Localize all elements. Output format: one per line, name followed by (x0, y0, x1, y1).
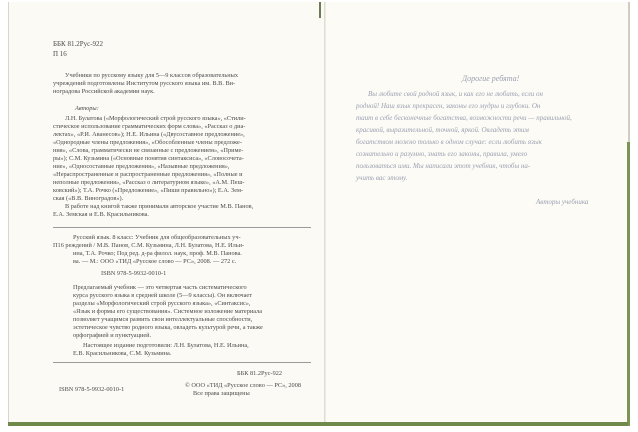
description-line-5: позволяет учащимся развить свои интеллектуальные способности, (73, 316, 253, 323)
catalog-line-1: Русский язык. 8 класс: Учебник для общеобразовательных уч- (73, 234, 241, 241)
page-edge-green (627, 142, 630, 426)
authors-line-13: Е.А. Земская и Е.В. Красильникова. (53, 211, 149, 218)
body-line-1: Вы любите свой родной язык, и как его не любить, если он (368, 90, 543, 98)
copyright: © ООО «ТИД «Русское слово — РС», 2008 (185, 382, 301, 389)
description-line-7: орфографией и пунктуацией. (73, 332, 152, 339)
bbk-code-bottom: ББК 81.2Рус-922 (237, 370, 283, 377)
description-line-4: «Язык и формы его существования». Системное изложение материала (73, 308, 263, 315)
body-line-3: таит в себе бесконечные богатства, возможности речи — правильной, (356, 114, 572, 122)
catalog-line-4: ва. — М.: ООО «ТИД «Русское слово — РС», 2008. — 272 с. (73, 258, 237, 265)
authors-line-4: «Однородные члены предложения», «Обособленные члены предложе- (53, 139, 242, 146)
body-line-2: родной! Наш язык прекрасен, законы его мудры и глубоки. Он (356, 102, 541, 110)
authors-line-2: стическое использование грамматических форм слова», «Рассказ о диа- (53, 123, 246, 130)
body-line-4: красивой, выразительной, точной, яркой. Овладеть этим (356, 126, 529, 134)
body-line-7: пользоваться ими. Мы написали этот учебник, чтобы на- (356, 162, 531, 170)
greeting: Дорогие ребята! (462, 74, 520, 83)
body-line-5: богатством можно только в одном случае: если любить язык (356, 138, 542, 146)
intro-line-1: Учебники по русскому языку для 5—9 классов образовательных (65, 72, 239, 79)
description-line-1: Предлагаемый учебник — это четвертая часть систематического (73, 284, 247, 291)
isbn-catalog: ISBN 978-5-9932-0010-1 (101, 270, 167, 277)
book-spread (8, 2, 628, 426)
right-page (326, 2, 630, 426)
authors-label: Авторы: (75, 105, 99, 112)
authors-line-5: ния», «Слова, грамматически не связанные с предложением», «Приме- (53, 147, 244, 154)
signature: Авторы учебника (536, 198, 589, 206)
intro-line-3: ноградова Российской академии наук. (53, 88, 155, 95)
description-line-6: эстетическое чувство родного языка, овладеть культурой речи, а также (73, 324, 263, 331)
separator-bottom (53, 362, 311, 363)
rights-notice: Все права защищены (193, 390, 250, 397)
left-page (8, 2, 327, 426)
separator-top (53, 227, 311, 228)
catalog-line-3: ина, Т.А. Рочко; Под ред. д-ра филол. наук, проф. М.В. Панова. (73, 250, 242, 257)
gutter-mark (319, 2, 321, 18)
body-line-6: сознательно и разумно, знать его законы, правила, умело (356, 150, 528, 158)
authors-line-7: ние», «Односоставные предложения», «Назывные предложения», (53, 163, 230, 170)
prepared-line-2: Е.В. Красильникова, С.М. Кузьмина. (73, 350, 172, 357)
catalog-line-2: П16 реждений / М.В. Панов, С.М. Кузьмина, Л.Н. Булатова, Н.Е. Ильи- (53, 242, 245, 249)
authors-line-11: ская («В.В. Виноградов»). (53, 195, 124, 202)
intro-line-2: учреждений подготовлены Институтом русского языка им. В.В. Ви- (53, 80, 236, 87)
authors-line-3: лектах», «Р.И. Аванесов»); Н.Е. Ильина («Двусоставное предложение», (53, 131, 245, 138)
isbn-bottom: ISBN 978-5-9932-0010-1 (59, 386, 125, 393)
authors-line-9: неполные предложения», «Рассказ о литературном языке», «А.М. Пеш- (53, 179, 245, 186)
body-line-8: учить вас этому. (356, 174, 408, 182)
authors-line-1: Л.Н. Булатова («Морфологический строй русского языка», «Стили- (65, 115, 246, 122)
authors-line-12: В работе над книгой также принимали авторское участие М.В. Панов, (65, 203, 254, 210)
publisher-code: П 16 (53, 50, 67, 58)
description-line-2: курса русского языка в средней школе (5—9 классы). Он включает (73, 292, 252, 299)
authors-line-6: ры»); С.М. Кузьмина («Основные понятия синтаксиса», «Словосочета- (53, 155, 244, 162)
authors-line-10: ковский»); Т.А. Рочко («Предложение», «Пиши правильно»); Е.А. Зем- (53, 187, 244, 194)
prepared-line-1: Настоящее издание подготовили: Л.Н. Булатова, Н.Е. Ильина, (83, 342, 249, 349)
description-line-3: разделы «Морфологический строй русского языка», «Синтаксис», (73, 300, 251, 307)
bbk-code-top: ББК 81.2Рус-922 (53, 40, 104, 48)
book-edge-bottom (8, 422, 628, 426)
authors-line-8: «Нераспространенные и распространенные предложения», «Полные и (53, 171, 243, 178)
